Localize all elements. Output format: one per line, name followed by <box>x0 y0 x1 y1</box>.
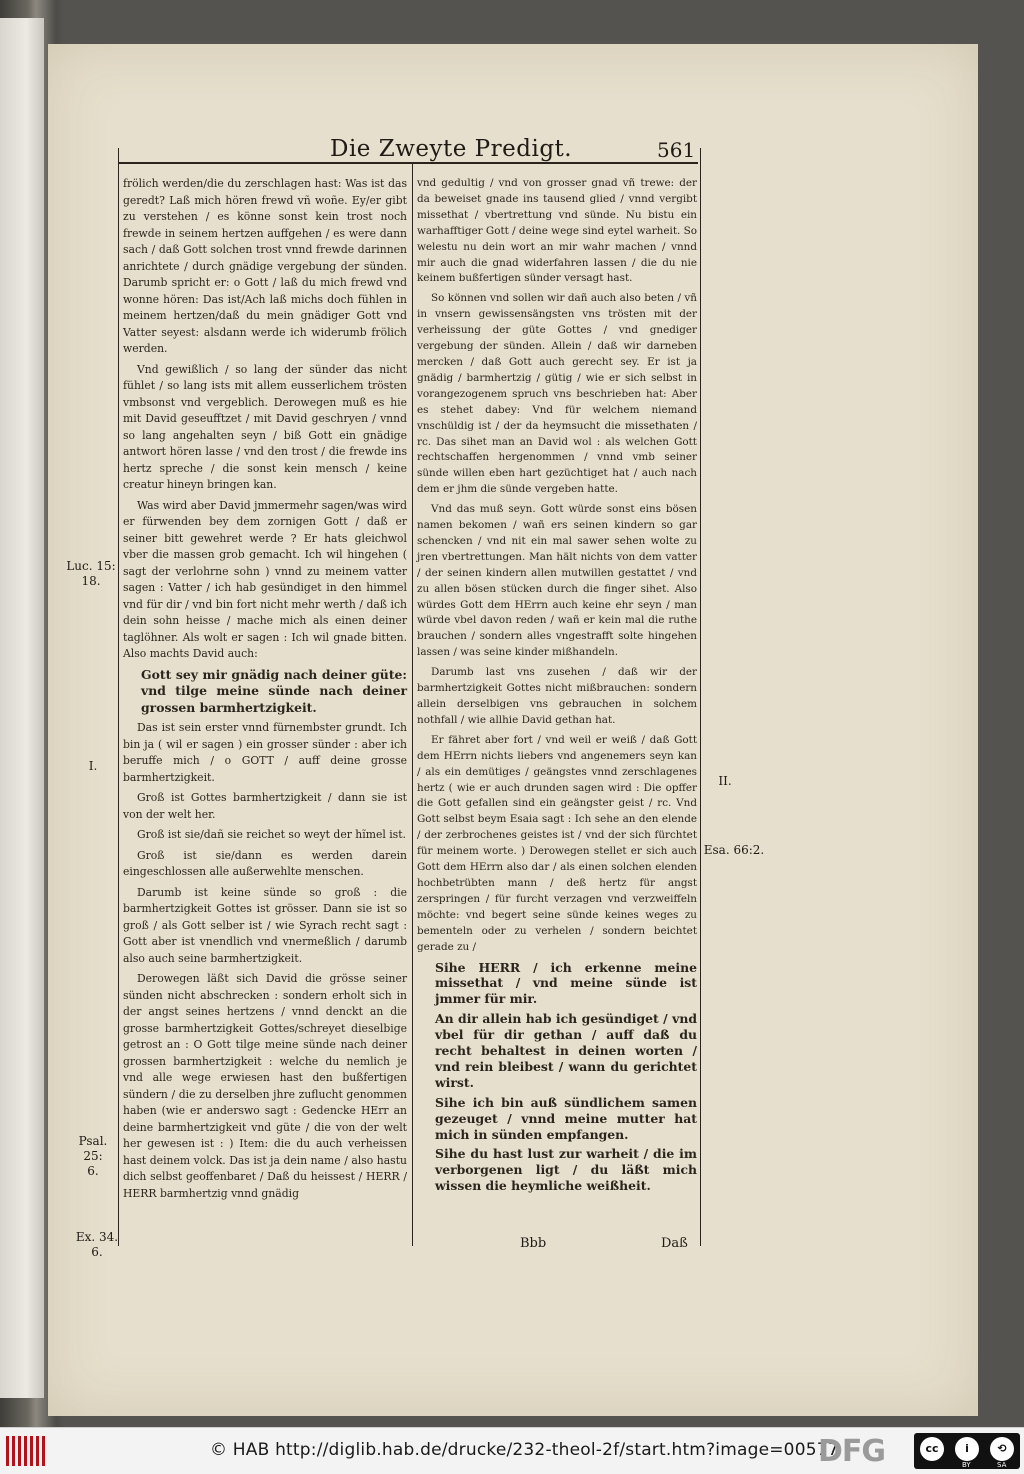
margin-note-luc: Luc. 15: 18. <box>66 559 116 588</box>
header-rule <box>118 162 698 164</box>
psalm-verse: Sihe du hast lust zur warheit / die im verborgenen ligt / du läßt mich wissen die heymliche weißheit. <box>435 1146 697 1194</box>
paragraph: Vnd das muß seyn. Gott würde sonst eins bösen namen bekomen / wañ ers seinen kindern so gar schencken / vnd nit ein mal sawer sehen wolte zu jren vbertrettungen. Man hält nichts von dem vatter / der seinen kindern allen mutwillen gestattet / vnd zu allen bösen stücken durch die finger sihet. Also würdes Gott dem HErrn auch keine ehr seyn / man würde vbel davon reden / wañ er kein mal die ruthe brauchen / sondern alles vngestrafft solte hingehen lassen / was seine kinder mißhandeln. <box>417 503 697 659</box>
hab-logo-stripe <box>18 1436 21 1466</box>
catchword: Daß <box>661 1236 688 1251</box>
paragraph: Darumb ist keine sünde so groß : die barmhertzigkeit Gottes ist grösser. Dann sie ist so groß / als Gott selber ist / wie Syrach recht sagt : Gott aber ist vnendlich vnd vnermeßlich / darumb also auch seine barmhertzigkeit. <box>123 885 407 965</box>
paragraph: Das ist sein erster vnnd fürnembster grundt. Ich bin ja ( wil er sagen ) ein grosser sünder : aber ich beruffe mich / o GOTT / auff deine grosse barmhertzigkeit. <box>123 721 407 784</box>
middle-column-rule <box>412 162 413 1246</box>
psalm-verse: An dir allein hab ich gesündiget / vnd vbel für dir gethan / auff daß du recht behaltest in deinen worten / vnd rein bleibest / wann du gerichtet wirst. <box>435 1011 697 1090</box>
hab-logo-stripe <box>36 1436 39 1466</box>
left-text-column <box>123 176 407 1206</box>
paragraph: Groß ist Gottes barmhertzigkeit / dann sie ist von der welt her. <box>123 791 407 821</box>
cc-license-badge-icon[interactable] <box>914 1433 1020 1469</box>
right-column-rule <box>700 148 701 1246</box>
margin-note-roman-two: II. <box>718 774 732 788</box>
left-column-rule <box>118 148 119 1246</box>
paragraph: Darumb last vns zusehen / daß wir der barmhertzigkeit Gottes nicht mißbrauchen: sondern allein derselbigen vns gebrauchen in solchem nothfall / wie allhie David gethan hat. <box>417 666 697 726</box>
previous-page-edge <box>0 18 44 1398</box>
paragraph: vnd gedultig / vnd von grosser gnad vñ trewe: der da beweiset gnade ins tausend glied / vnnd vergibt missethat / vbertrettung vnd sünde. Nu bistu ein warhafftiger Gott / deine wege sind eytel warheit. So welestu nu dein wort an mir wahr machen / vnnd mir auch die gnad widerfahren lassen / die du nie keinem bußfertigen sünder versagt hast. <box>417 177 697 285</box>
hab-logo-stripe <box>42 1436 45 1466</box>
cc-sa-label: SA <box>997 1461 1007 1469</box>
cc-icon: cc <box>920 1437 944 1461</box>
hab-logo-stripe <box>24 1436 27 1466</box>
paragraph: Er fähret aber fort / vnd weil er weiß / daß Gott dem HErrn nichts liebers vnd angenemers seyn kan / als ein demütiges / geängstes vnnd zerschlagenes hertz ( wie er auch drunden sagen wird : Die opffer die Gott gefallen sind ein geängster geist / rc. Vnd Gott selbst beym Esaia sagt : Ich sehe an den elende / der zerbrochenes geistes ist / vnd der sich fürchtet für meinem worte. ) Derowegen stellet er sich auch Gott dem HErrn also dar / als einen solchen elenden hochbetrübten mann / deß hertz für angst zerspringen / für furcht verzagen vnd verzweiffeln möchte: vnd begert seine sünde keines weges zu bementeln oder zu verhelen / sondern beichtet gerade zu / <box>417 733 697 953</box>
hab-logo-stripe <box>6 1436 9 1466</box>
hab-logo-stripe <box>30 1436 33 1466</box>
paragraph: Vnd gewißlich / so lang der sünder das nicht fühlet / so lang ists mit allem eusserlichem trösten vmbsonst vnd vergeblich. Derowegen muß es hie mit David geseufftzet / mit David geschryen / vnnd so lang angehalten seyn / biß Gott ein gnädige antwort hören lasse / vnd den trost / die frewde ins hertz spreche / die sonst kein mensch / keine creatur hineyn bringen kan. <box>123 362 407 491</box>
paragraph: Groß ist sie/dañ sie reichet so weyt der hĩmel ist. <box>137 828 406 841</box>
margin-note-roman-one: I. <box>88 759 98 773</box>
paragraph: Derowegen läßt sich David die grösse seiner sünden nicht abschrecken : sondern erholt sich in der angst seines hertzens / vnnd denckt an die grosse barmhertzigkeit Gottes/schreyet dieselbige getrost an : O Gott tilge meine sünde nach deiner grossen barmhertzigkeit : welche du nemlich je vnd alle wege erwiesen hast den bußfertigen sündern / die zu derselben jhre zuflucht genommen haben (wie er anderswo sagt : Gedencke HErr an deine barmhertzigkeit vnd güte / die von der welt her gewesen ist : ) Item: die du auch verheissen hast deinem volck. Das ist ja dein name / also hastu dich selbst geoffenbaret / Daß du heissest / HERR / HERR barmhertzig vnnd gnädig <box>123 972 407 1200</box>
psalm-verse: Sihe HERR / ich erkenne meine missethat / vnd meine sünde ist jmmer für mir. <box>435 959 697 1007</box>
margin-note-esa: Esa. 66:2. <box>703 843 765 857</box>
psalm-verse: Gott sey mir gnädig nach deiner güte: vnd tilge meine sünde nach deiner grossen barmhertzigkeit. <box>141 666 407 715</box>
paragraph: So können vnd sollen wir dañ auch also beten / vñ in vnsern gewissensängsten vns trösten mit der verheissung der güte Gottes / vnd gnediger vergebung der sünden. Allein / daß wir darneben mercken / daß Gott auch gerecht sey. Er ist ja gnädig / barmhertzig / gütig / wie er sich selbst in vorangezogenem spruch vns beschrieben hat: Aber es stehet dabey: Vnd für welchem niemand vnschüldig ist / der da heymsucht die missethaten / rc. Das sihet man an David wol : als welchen Gott rechtschaffen hergenommen / vnnd vmb seiner sünde willen eben hart gezüchtiget hat / auch nach dem er jhm die sünde vergeben hatte. <box>417 292 697 496</box>
margin-note-psal: Psal. 25: 6. <box>78 1134 108 1178</box>
paragraph: Groß ist sie/dann es werden darein eingeschlossen alle außerwehlte menschen. <box>123 848 407 878</box>
margin-note-ex: Ex. 34. 6. <box>75 1230 119 1259</box>
cc-by-label: BY <box>962 1461 971 1469</box>
hab-logo-stripe <box>12 1436 15 1466</box>
right-text-column <box>417 176 697 1198</box>
attribution-icon: i <box>955 1437 979 1461</box>
hab-logo-icon <box>6 1436 46 1466</box>
share-alike-icon: ⟲ <box>990 1437 1014 1461</box>
paragraph: Was wird aber David jmmermehr sagen/was wird er fürwenden bey dem zornigen Gott / daß er seiner bitt gewehret werde ? Er hats gleichwol vber die massen grob gemacht. Ich wil hingehen ( sagt der verlohrne sohn ) vnnd zu meinem vatter sagen : Vatter / ich hab gesündiget in den himmel vnd für dir / vnd bin fort nicht mehr werth / daß ich dein sohn heisse / mache mich als einen deiner taglöhner. Als wolt er sagen : Ich wil gnade bitten. Also machts David auch: <box>123 498 407 660</box>
dfg-logo: DFG <box>818 1434 886 1469</box>
attribution-bar <box>0 1427 1024 1474</box>
page-number: 561 <box>657 138 696 162</box>
signature-mark: Bbb <box>520 1236 547 1251</box>
psalm-verse: Sihe ich bin auß sündlichem samen gezeuget / vnnd meine mutter hat mich in sünden empfangen. <box>435 1094 697 1142</box>
running-title: Die Zweyte Predigt. <box>330 136 573 162</box>
copyright-link[interactable]: © HAB http://diglib.hab.de/drucke/232-theol-2f/start.htm?image=00577 <box>210 1440 839 1460</box>
paragraph: frölich werden/die du zerschlagen hast: Was ist das geredt? Laß mich hören frewd vñ woñe. Ey/er gibt zu verstehen / es könne sonst kein trost noch frewde in seinem hertzen auffgehen / es were dann sach / daß Gott solchen trost vnnd frewde darinnen anrichtete / durch gnädige vergebung der sünden. Darumb spricht er: o Gott / laß du mich frewd vnd wonne hören: Das ist/Ach laß michs doch fühlen in meinem hertzen/daß du mein gnädiger Gott vnd Vatter seyest: alsdann werde ich widerumb frölich werden. <box>123 177 407 355</box>
